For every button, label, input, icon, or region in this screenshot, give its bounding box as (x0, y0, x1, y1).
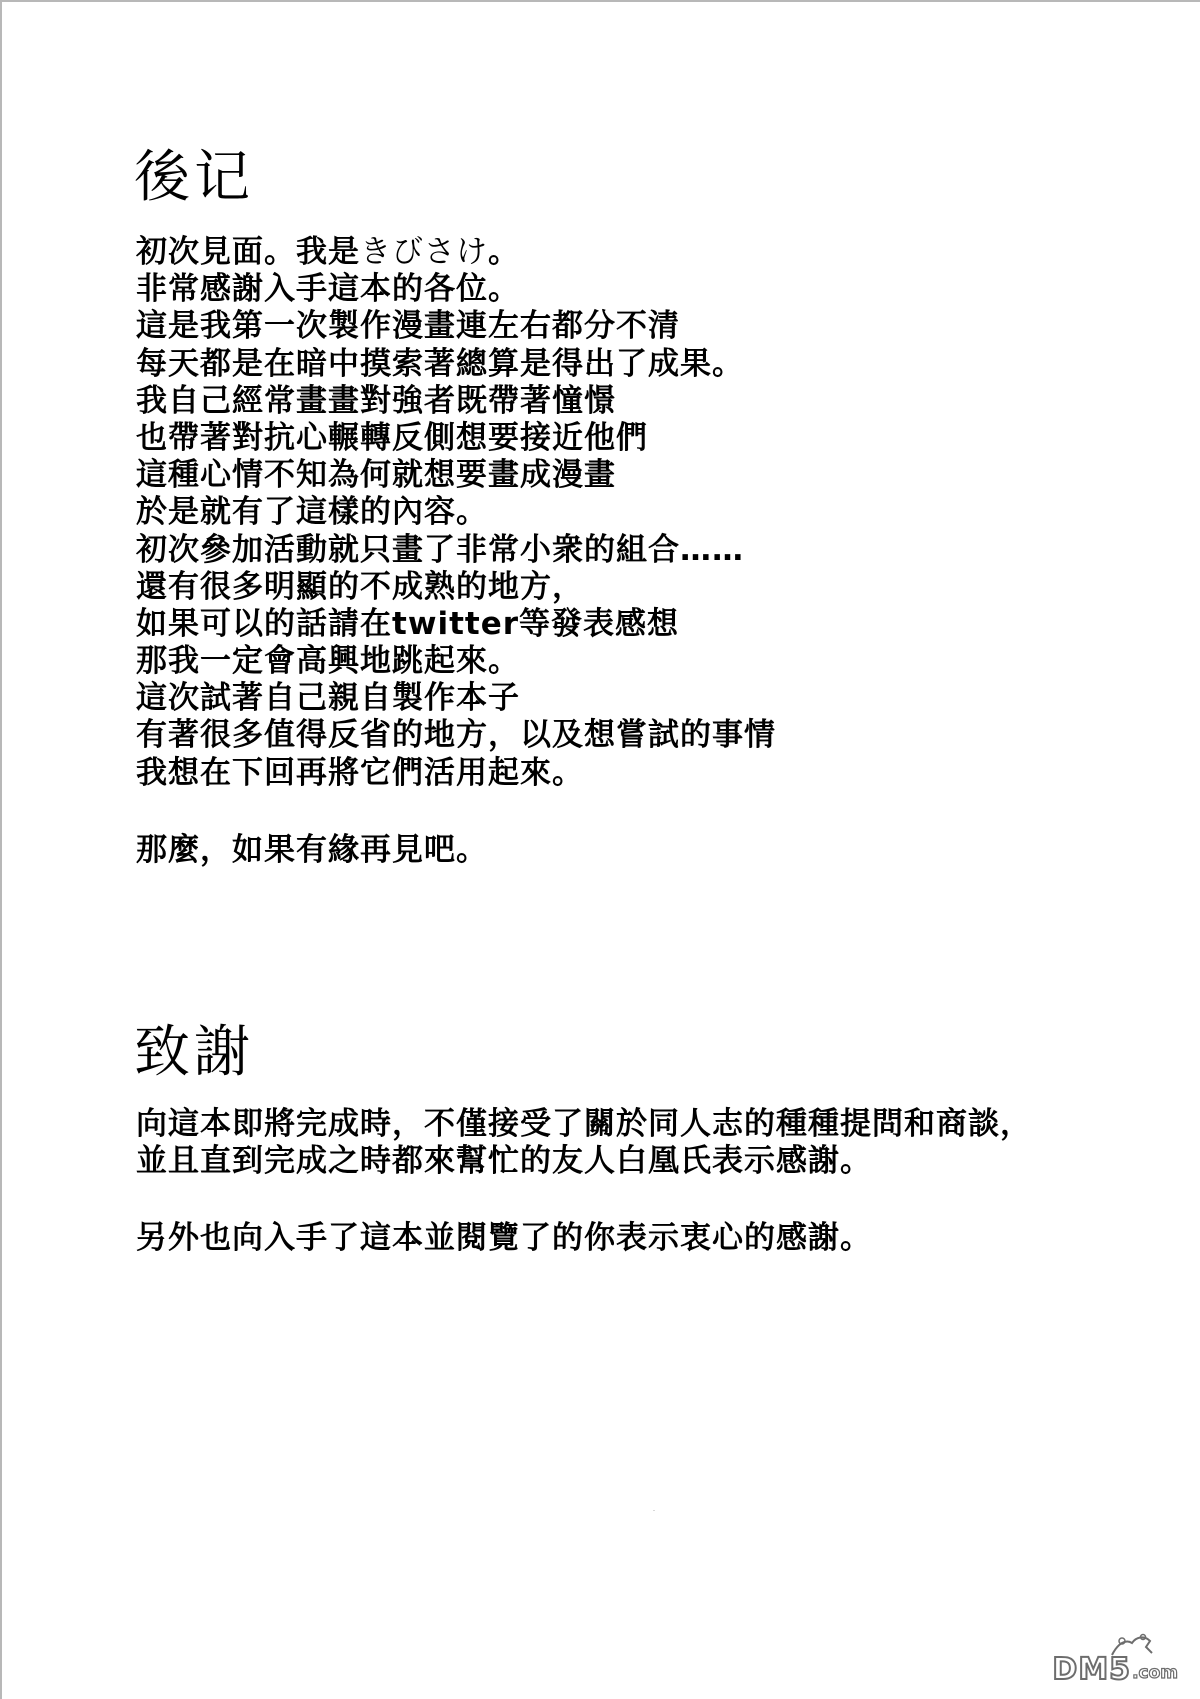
afterword-line-text: 初次見面。我是 (136, 234, 360, 270)
watermark-domain: .com (1132, 1663, 1178, 1683)
paragraph-gap (136, 1180, 1032, 1220)
thanks-closing: 另外也向入手了這本並閱覽了的你表示衷心的感謝。 (136, 1220, 872, 1257)
watermark-logo: DM5 (1052, 1652, 1132, 1687)
afterword-line (136, 234, 776, 271)
watermark-mascot-icon (1110, 1633, 1154, 1657)
afterword-line: 我想在下回再將它們活用起來。 (136, 754, 584, 791)
afterword-line: 初次參加活動就只畫了非常小衆的組合…… (136, 531, 744, 568)
afterword-line: 還有很多明顯的不成熟的地方， (136, 568, 584, 605)
afterword-line: 我自己經常畫畫對強者既帶著憧憬 (136, 382, 616, 419)
thanks-title: 致謝 (134, 1020, 254, 1085)
author-name: きびさけ (360, 234, 488, 270)
thanks-line: 並且直到完成之時都來幫忙的友人白凰氏表示感謝。 (136, 1143, 872, 1180)
watermark-logo-text (1052, 1652, 1132, 1687)
afterword-body (136, 234, 776, 869)
afterword-line: 如果可以的話請在twitter等發表感想 (136, 605, 680, 642)
thanks-body (136, 1106, 1032, 1258)
afterword-line: 於是就有了這樣的內容。 (136, 494, 488, 531)
afterword-line: 非常感謝入手這本的各位。 (136, 271, 520, 308)
afterword-line: 這是我第一次製作漫畫連左右都分不清 (136, 308, 680, 345)
scan-speck (653, 1510, 655, 1511)
afterword-title: 後记 (134, 145, 254, 210)
thanks-line: 向這本即將完成時，不僅接受了關於同人志的種種提問和商談， (136, 1106, 1032, 1142)
afterword-line: 也帶著對抗心輾轉反側想要接近他們 (136, 419, 648, 456)
afterword-line: 每天都是在暗中摸索著總算是得出了成果。 (136, 345, 744, 382)
afterword-line: 這種心情不知為何就想要畫成漫畫 (136, 457, 616, 494)
paragraph-gap (136, 792, 776, 832)
afterword-line-punct: 。 (488, 234, 520, 270)
afterword-line: 這次試著自己親自製作本子 (136, 680, 520, 717)
afterword-line: 那我一定會高興地跳起來。 (136, 643, 520, 680)
dm5-watermark (1052, 1652, 1178, 1687)
afterword-line: 有著很多值得反省的地方，以及想嘗試的事情 (136, 717, 776, 754)
afterword-closing: 那麼，如果有緣再見吧。 (136, 831, 488, 868)
